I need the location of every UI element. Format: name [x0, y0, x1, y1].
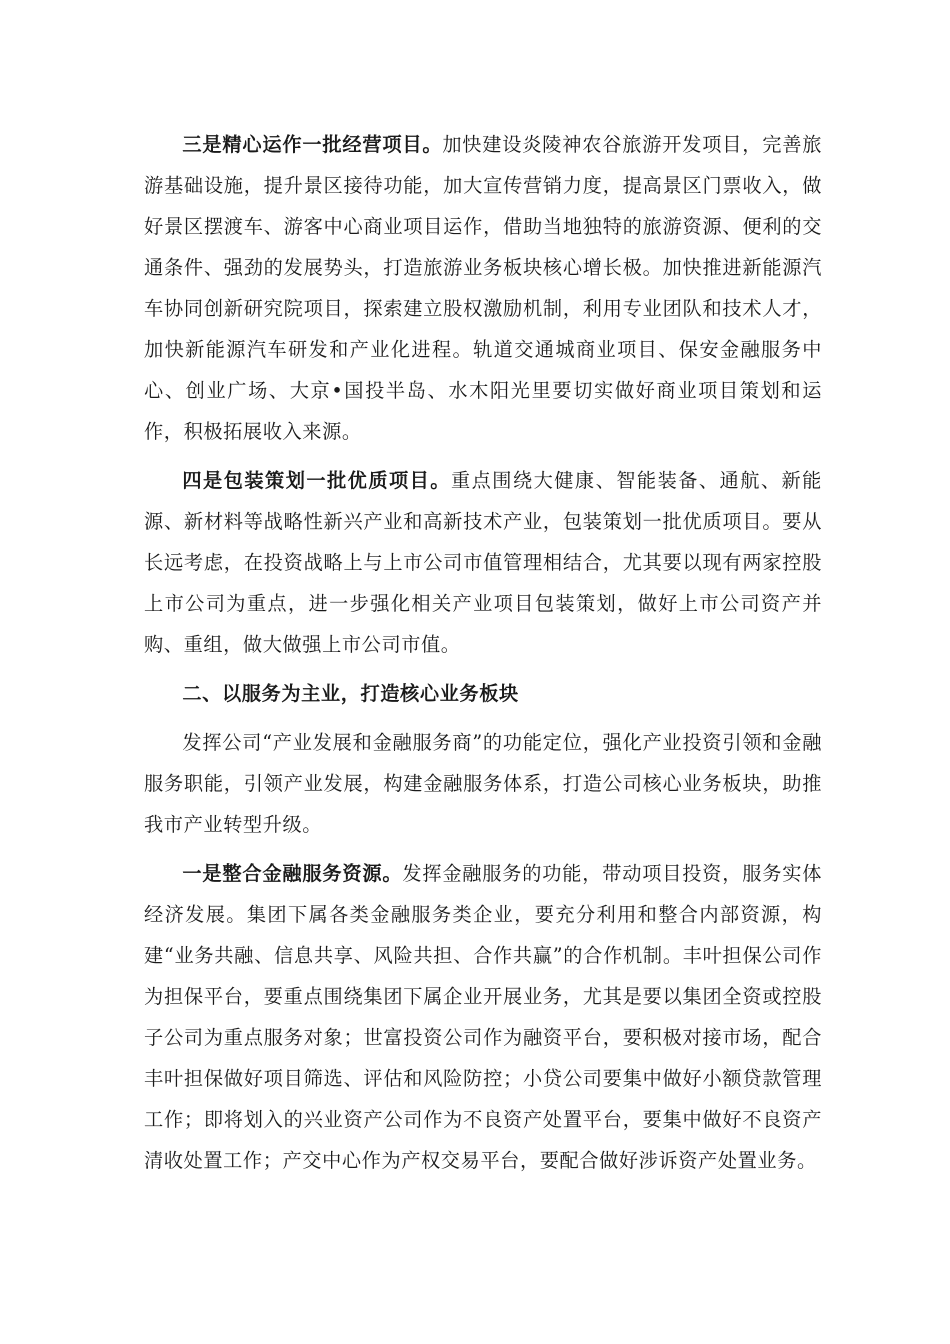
paragraph-section-intro: [144, 722, 822, 845]
paragraph-lead: 三是精心运作一批经营项目。: [182, 133, 443, 156]
paragraph-body: 发挥金融服务的功能，带动项目投资，服务实体经济发展。集团下属各类金融服务类企业，要充分利用和整合内部资源，构建“业务共融、信息共享、风险共担、合作共赢”的合作机制。丰叶担保公司作为担保平台，要重点围绕集团下属企业开展业务，尤其是要以集团全资或控股子公司为重点服务对象；世富投资公司作为融资平台，要积极对接市场，配合丰叶担保做好项目筛选、评估和风险防控；小贷公司要集中做好小额贷款管理工作；即将划入的兴业资产公司作为不良资产处置平台，要集中做好不良资产清收处置工作；产交中心作为产权交易平台，要配合做好涉诉资产处置业务。: [144, 862, 822, 1172]
paragraph-lead: 一是整合金融服务资源。: [182, 862, 403, 885]
section-heading: 二、以服务为主业，打造核心业务板块: [182, 682, 519, 705]
document-page: [144, 124, 822, 1181]
paragraph-quality-projects: [144, 460, 822, 665]
paragraph-body: 发挥公司“产业发展和金融服务商”的功能定位，强化产业投资引领和金融服务职能，引领产业发展，构建金融服务体系，打造公司核心业务板块，助推我市产业转型升级。: [144, 731, 822, 836]
paragraph-financial-resources: [144, 853, 822, 1181]
paragraph-body: 加快建设炎陵神农谷旅游开发项目，完善旅游基础设施，提升景区接待功能，加大宣传营销力度，提高景区门票收入，做好景区摆渡车、游客中心商业项目运作，借助当地独特的旅游资源、便利的交通条件、强劲的发展势头，打造旅游业务板块核心增长极。加快推进新能源汽车协同创新研究院项目，探索建立股权激励机制，利用专业团队和技术人才，加快新能源汽车研发和产业化进程。轨道交通城商业项目、保安金融服务中心、创业广场、大京•国投半岛、水木阳光里要切实做好商业项目策划和运作，积极拓展收入来源。: [144, 133, 822, 443]
paragraph-lead: 四是包装策划一批优质项目。: [182, 469, 451, 492]
paragraph-operating-projects: [144, 124, 822, 452]
paragraph-body: 重点围绕大健康、智能装备、通航、新能源、新材料等战略性新兴产业和高新技术产业，包装策划一批优质项目。要从长远考虑，在投资战略上与上市公司市值管理相结合，尤其要以现有两家控股上市公司为重点，进一步强化相关产业项目包装策划，做好上市公司资产并购、重组，做大做强上市公司市值。: [144, 469, 822, 656]
